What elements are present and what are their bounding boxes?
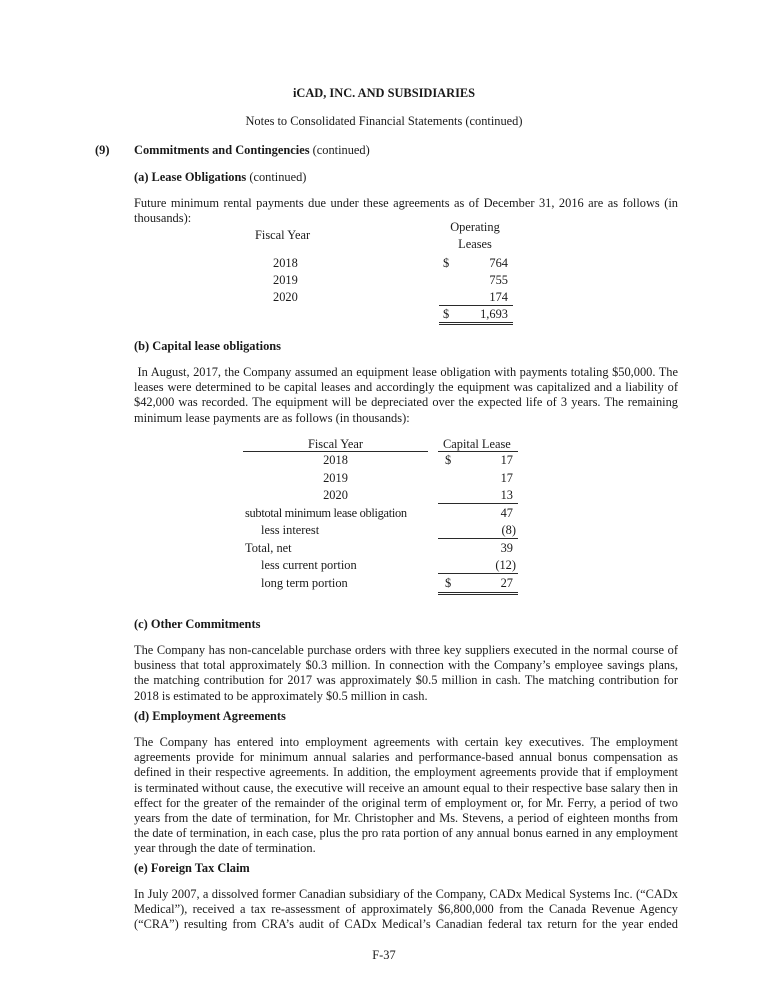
sub-e-text: In July 2007, a dissolved former Canadian subsidiary of the Company, CADx Medical Systems Inc. (“CADx Medical”), received a tax re-assessment of approximately $6,800,000 from the Canada Revenue Agency (“CRA”) resulting from CRA’s audit of CADx Medical’s Canadian federal tax return for the year ended [134,887,678,932]
cap-row-currency: $ [445,576,452,590]
op-row-year: 2020 [273,290,298,304]
cap-row-label: less interest [261,523,320,537]
cap-row-value: 47 [500,506,513,520]
op-row-value: 755 [489,273,508,287]
op-total-value: 1,693 [480,307,508,321]
cap-row-value: (12) [495,558,516,572]
cap-row-label: subtotal minimum lease obligation [245,506,407,520]
page-subtitle: Notes to Consolidated Financial Statements (continued) [245,114,523,128]
cap-total-double-rule [438,592,518,595]
op-row-year: 2019 [273,273,298,287]
cap-rule [438,538,518,539]
cap-row-value: 17 [500,471,513,485]
cap-header-fiscal-year: Fiscal Year [307,437,364,451]
cap-row-label: 2018 [323,453,348,467]
cap-row-value: 27 [500,576,513,590]
sub-a-heading-bold: (a) Lease Obligations [134,170,247,184]
cap-header-capital-lease: Capital Lease [443,437,511,451]
op-subtotal-rule [439,305,513,306]
cap-row-label: long term portion [261,576,348,590]
section-title [134,143,370,158]
sub-d-text: The Company has entered into employment agreements with certain key executives. The employment agreements provide for minimum annual salaries and performance-based annual bonus compensation as defined in their respective agreements. In addition, the employment agreements provide that if employment is terminated without cause, the executive will receive an amount equal to their respective base salary then in effect for the greater of the remainder of the original term of employment or, for Mr. Ferry, a period of two years from the date of termination, for Mr. Christopher and Ms. Stevens, a period of eighteen months from the date of termination, in each case, plus the pro rata portion of any annual bonus earned in any employment year through the date of termination. [134,735,678,856]
op-row-year: 2018 [273,256,298,270]
cap-header-rule-right [438,451,518,452]
cap-row-value: 39 [500,541,513,555]
op-row-currency: $ [443,256,450,270]
op-row-value: 174 [489,290,508,304]
sub-b-text: In August, 2017, the Company assumed an equipment lease obligation with payments totaling $50,000. The leases were determined to be capital leases and accordingly the equipment was capitalized and a liability of $42,000 was recorded. The equipment will be depreciated over the expected life of 3 years. The remaining minimum lease payments are as follows (in thousands): [134,365,682,425]
sub-a-heading-rest: (continued) [246,170,307,184]
cap-row-label: 2019 [323,471,348,485]
op-header-operating: Operating [450,220,500,234]
cap-rule [438,503,518,504]
op-row-value: 764 [489,256,508,270]
op-total-double-rule [439,322,513,325]
op-header-leases: Leases [458,237,492,251]
cap-row-value: 13 [500,488,513,502]
section-title-bold: Commitments and Contingencies [134,143,310,157]
sub-d-heading: (d) Employment Agreements [134,709,286,723]
cap-row-label: 2020 [323,488,348,502]
cap-rule [438,573,518,574]
cap-row-label: less current portion [261,558,357,572]
cap-row-currency: $ [445,453,452,467]
page-number: F-37 [372,948,396,962]
company-title: iCAD, INC. AND SUBSIDIARIES [292,86,476,100]
sub-a-heading [134,170,306,185]
cap-row-value: 17 [500,453,513,467]
cap-row-value: (8) [501,523,516,537]
sub-c-heading: (c) Other Commitments [134,617,261,631]
section-number: (9) [95,143,110,157]
op-total-currency: $ [443,307,450,321]
sub-e-heading: (e) Foreign Tax Claim [134,861,250,875]
cap-header-rule-left [243,451,428,452]
section-title-rest: (continued) [309,143,370,157]
cap-row-label: Total, net [245,541,292,555]
sub-a-intro: Future minimum rental payments due under these agreements as of December 31, 2016 are as follows (in thousands): [134,196,678,226]
sub-c-text: The Company has non-cancelable purchase orders with three key suppliers executed in the normal course of business that total approximately $0.3 million. In connection with the Company’s employee savings plans, the matching contribution for 2017 was approximately $0.5 million in cash. The matching contribution for 2018 is estimated to be approximately $0.5 million in cash. [134,643,678,703]
sub-b-heading: (b) Capital lease obligations [134,339,281,353]
op-header-fiscal-year: Fiscal Year [255,228,311,242]
